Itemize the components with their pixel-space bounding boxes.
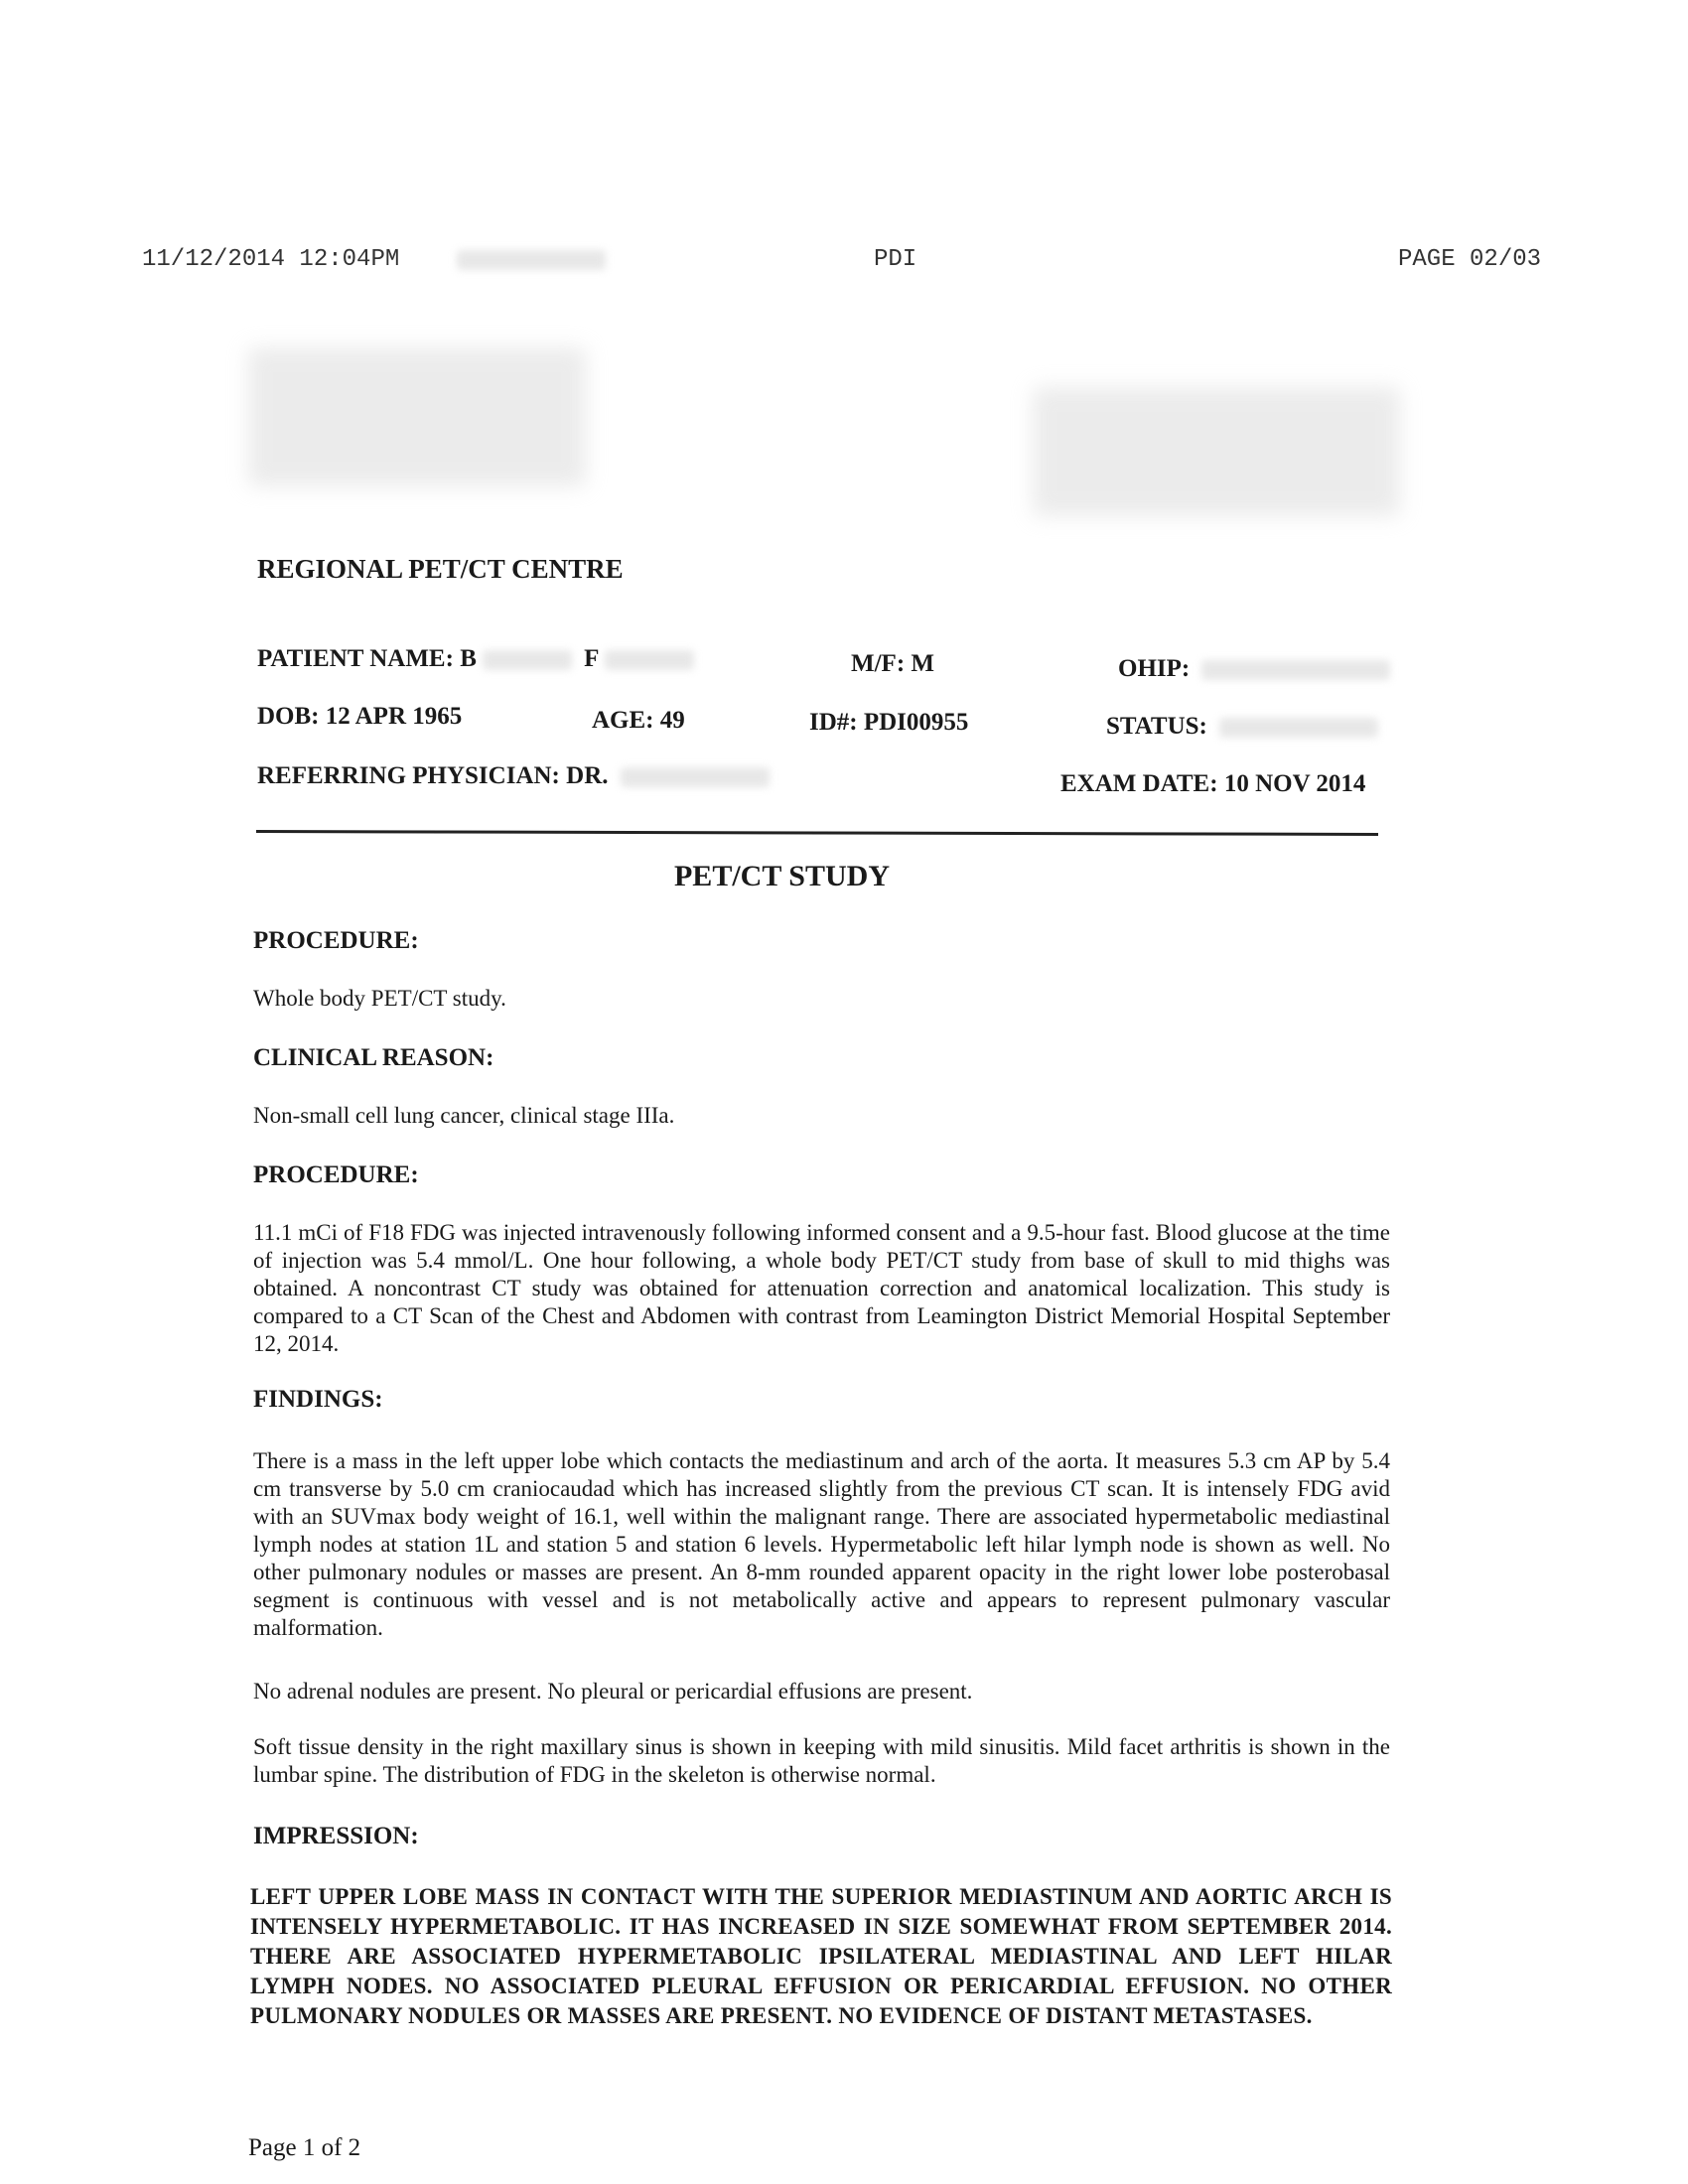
patient-name-second-initial: F xyxy=(584,645,600,672)
ohip-label: OHIP: xyxy=(1118,655,1191,682)
redacted-letterhead-left xyxy=(248,347,586,486)
referring-physician-value: DR. xyxy=(566,762,609,789)
findings-paragraph-2: No adrenal nodules are present. No pleural or pericardial effusions are present. xyxy=(253,1679,973,1704)
fax-header xyxy=(0,246,1688,286)
exam-date-label: EXAM DATE: xyxy=(1060,770,1218,797)
sex-label: M/F: xyxy=(851,650,906,677)
redacted-physician xyxy=(621,767,770,787)
age-field xyxy=(592,707,685,735)
status-field xyxy=(1106,713,1378,741)
centre-name: REGIONAL PET/CT CENTRE xyxy=(257,554,624,584)
id-field xyxy=(809,709,968,737)
exam-date-value: 10 NOV 2014 xyxy=(1223,770,1366,797)
impression-heading: IMPRESSION: xyxy=(253,1823,419,1849)
findings-paragraph-3: Soft tissue density in the right maxillary sinus is shown in keeping with mild sinusitis. Mild facet arthritis is shown in the lumbar spine. The distribution of FDG in the skeleton is otherwise normal. xyxy=(253,1734,1390,1787)
dob-field xyxy=(257,703,462,731)
findings-heading: FINDINGS: xyxy=(253,1386,383,1413)
age-value: 49 xyxy=(659,707,685,734)
dob-value: 12 APR 1965 xyxy=(325,703,463,730)
findings-paragraph-1: There is a mass in the left upper lobe which contacts the mediastinum and arch of the aorta. It measures 5.3 cm AP by 5.4 cm transverse by 5.0 cm craniocaudad which has increased slightly from the previous CT scan. It is intensely FDG avid with an SUVmax body weight of 16.1, well within the malignant range. There are associated hypermetabolic mediastinal lymph nodes at station 1L and station 5 and station 6 levels. Hypermetabolic left hilar lymph node is shown as well. No other pulmonary nodules or masses are present. An 8-mm rounded apparent opacity in the right lower lobe posterobasal segment is continuous with vessel and is not metabolically active and appears to represent pulmonary vascular malformation. xyxy=(253,1448,1390,1640)
clinical-reason-text: Non-small cell lung cancer, clinical stage IIIa. xyxy=(253,1103,675,1128)
impression-text: LEFT UPPER LOBE MASS IN CONTACT WITH THE SUPERIOR MEDIASTINUM AND AORTIC ARCH IS INTENSELY HYPERMETABOLIC. IT HAS INCREASED IN SIZE SOMEWHAT FROM SEPTEMBER 2014. THERE ARE ASSOCIATED HYPERMETABOLIC IPSILATERAL MEDIASTINAL AND LEFT HILAR LYMPH NODES. NO ASSOCIATED PLEURAL EFFUSION OR PERICARDIAL EFFUSION. NO OTHER PULMONARY NODULES OR MASSES ARE PRESENT. NO EVIDENCE OF DISTANT METASTASES. xyxy=(250,1884,1392,2028)
study-title: PET/CT STUDY xyxy=(673,860,890,892)
sex-value: M xyxy=(911,650,934,677)
procedure-text: Whole body PET/CT study. xyxy=(253,986,506,1011)
procedure-details-heading: PROCEDURE: xyxy=(253,1161,419,1188)
redacted-name-1 xyxy=(483,650,572,670)
procedure-heading: PROCEDURE: xyxy=(253,927,419,954)
patient-name-first-initial: B xyxy=(460,645,477,672)
patient-name-label: PATIENT NAME: xyxy=(257,645,454,672)
redacted-fax-sender xyxy=(457,250,606,270)
redacted-name-2 xyxy=(605,650,694,670)
fax-datetime: 11/12/2014 12:04PM xyxy=(142,246,400,273)
redacted-ohip xyxy=(1201,660,1390,680)
referring-physician-field xyxy=(257,762,770,790)
age-label: AGE: xyxy=(592,707,654,734)
redacted-status xyxy=(1219,718,1378,738)
patient-name-field xyxy=(257,645,694,673)
header-divider xyxy=(256,830,1378,836)
fax-sender: PDI xyxy=(874,246,917,273)
fax-page-number: PAGE 02/03 xyxy=(1398,246,1542,273)
dob-label: DOB: xyxy=(257,703,320,730)
redacted-letterhead-right xyxy=(1033,387,1400,516)
page-footer: Page 1 of 2 xyxy=(248,2134,361,2161)
exam-date-field xyxy=(1060,770,1365,798)
ohip-field xyxy=(1118,655,1390,683)
clinical-reason-heading: CLINICAL REASON: xyxy=(253,1044,494,1071)
procedure-details-text: 11.1 mCi of F18 FDG was injected intravenously following informed consent and a 9.5-hour fast. Blood glucose at the time of injection was 5.4 mmol/L. One hour following, a whole body PET/CT study from base of skull to mid thighs was obtained. A noncontrast CT study was obtained for attenuation correction and anatomical localization. This study is compared to a CT Scan of the Chest and Abdomen with contrast from Leamington District Memorial Hospital September 12, 2014. xyxy=(253,1220,1390,1356)
referring-physician-label: REFERRING PHYSICIAN: xyxy=(257,762,560,789)
id-label: ID#: xyxy=(809,709,858,736)
sex-field xyxy=(851,650,934,678)
id-value: PDI00955 xyxy=(863,709,969,736)
status-label: STATUS: xyxy=(1106,713,1207,740)
